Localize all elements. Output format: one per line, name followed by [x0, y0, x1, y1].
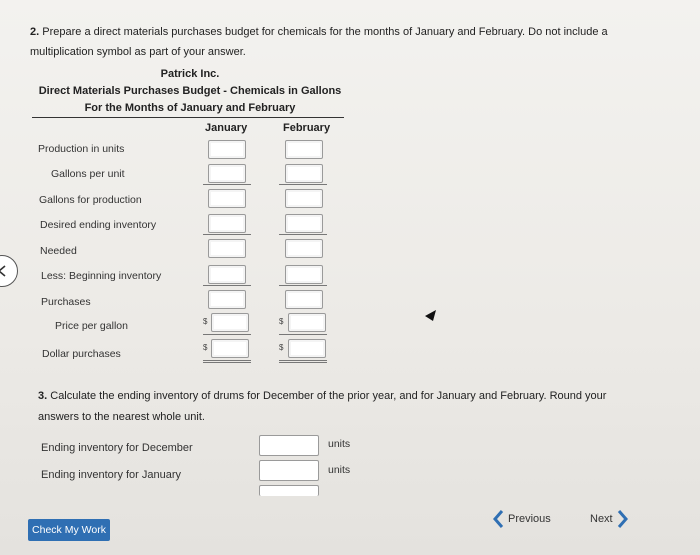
jan-price-dollar: $: [203, 317, 208, 326]
row-label-dollar-purchases: Dollar purchases: [42, 348, 121, 360]
back-button[interactable]: [0, 255, 18, 287]
question-3: [38, 386, 638, 428]
jan-price-input[interactable]: [211, 313, 249, 332]
previous-label: Previous: [508, 513, 551, 525]
feb-underline-4: [279, 334, 327, 335]
feb-dollar-purchases-dollar: $: [279, 343, 284, 352]
chevron-left-icon: [492, 508, 504, 530]
row-label-ending-december: Ending inventory for December: [41, 442, 193, 454]
feb-price-dollar: $: [279, 317, 284, 326]
ending-december-input[interactable]: [259, 435, 319, 456]
feb-double-underline-a: [279, 360, 327, 361]
feb-gallons-per-unit-input[interactable]: [285, 164, 323, 183]
jan-beginning-inventory-input[interactable]: [208, 265, 246, 284]
row-label-purchases: Purchases: [41, 296, 91, 308]
jan-gallons-for-production-input[interactable]: [208, 189, 246, 208]
mouse-cursor-icon: [425, 310, 437, 322]
question-3-text: Calculate the ending inventory of drums for December of the prior year, and for January and February. Round your answers to the nearest whole unit.: [38, 390, 607, 423]
row-label-gallons-for-production: Gallons for production: [39, 194, 142, 206]
feb-purchases-input[interactable]: [285, 290, 323, 309]
question-2: [30, 22, 650, 62]
feb-gallons-for-production-input[interactable]: [285, 189, 323, 208]
column-header-january: January: [205, 122, 248, 134]
jan-dollar-purchases-input[interactable]: [211, 339, 249, 358]
jan-purchases-input[interactable]: [208, 290, 246, 309]
row-label-desired-ending-inventory: Desired ending inventory: [40, 219, 157, 231]
row-label-production: Production in units: [38, 143, 125, 155]
jan-double-underline-b: [203, 362, 251, 363]
row-label-gallons-per-unit: Gallons per unit: [51, 168, 125, 180]
jan-desired-ending-input[interactable]: [208, 214, 246, 233]
budget-title: Direct Materials Purchases Budget - Chemicals in Gallons: [38, 85, 342, 97]
row-label-price-per-gallon: Price per gallon: [55, 320, 128, 332]
ending-january-input[interactable]: [259, 460, 319, 481]
previous-button[interactable]: [492, 508, 551, 530]
budget-period: For the Months of January and February: [84, 102, 296, 114]
row-label-ending-january: Ending inventory for January: [41, 469, 182, 481]
feb-underline-1: [279, 184, 327, 185]
jan-needed-input[interactable]: [208, 239, 246, 258]
feb-desired-ending-input[interactable]: [285, 214, 323, 233]
feb-underline-3: [279, 285, 327, 286]
check-my-work-button[interactable]: Check My Work: [28, 519, 110, 541]
feb-dollar-purchases-input[interactable]: [288, 339, 326, 358]
jan-dollar-purchases-dollar: $: [203, 343, 208, 352]
feb-needed-input[interactable]: [285, 239, 323, 258]
feb-production-input[interactable]: [285, 140, 323, 159]
chevron-right-icon: [617, 508, 629, 530]
jan-underline-4: [203, 334, 251, 335]
chevron-left-icon: [0, 264, 9, 278]
budget-header: [30, 66, 350, 117]
next-label: Next: [590, 513, 613, 525]
company-name: Patrick Inc.: [160, 68, 220, 80]
row-label-beginning-inventory: Less: Beginning inventory: [41, 270, 162, 282]
feb-price-input[interactable]: [288, 313, 326, 332]
jan-double-underline-a: [203, 360, 251, 361]
jan-underline-1: [203, 184, 251, 185]
feb-underline-2: [279, 234, 327, 235]
row-label-needed: Needed: [40, 245, 77, 257]
jan-production-input[interactable]: [208, 140, 246, 159]
ending-february-input[interactable]: [259, 485, 319, 496]
feb-beginning-inventory-input[interactable]: [285, 265, 323, 284]
units-label-january: units: [328, 464, 351, 476]
header-rule: [32, 117, 344, 118]
units-label-december: units: [328, 438, 351, 450]
next-button[interactable]: [590, 508, 629, 530]
question-3-number: 3.: [38, 390, 48, 402]
jan-underline-3: [203, 285, 251, 286]
jan-underline-2: [203, 234, 251, 235]
question-2-number: 2.: [30, 26, 40, 38]
feb-double-underline-b: [279, 362, 327, 363]
jan-gallons-per-unit-input[interactable]: [208, 164, 246, 183]
column-header-february: February: [283, 122, 331, 134]
question-2-text: Prepare a direct materials purchases budget for chemicals for the months of January and February. Do not include a multiplication symbol as part of your answer.: [30, 26, 608, 58]
